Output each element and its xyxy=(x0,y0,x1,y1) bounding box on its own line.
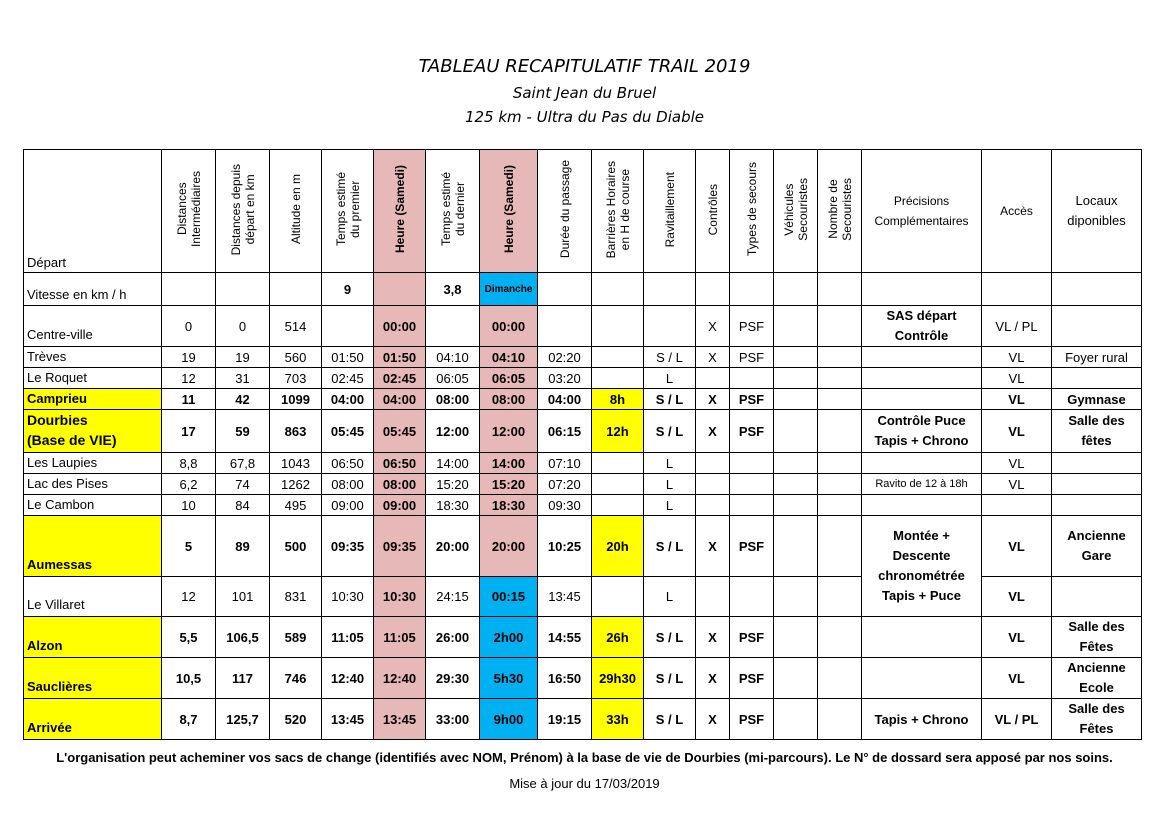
cell-heure-dernier: 00:15 xyxy=(480,577,538,617)
cell-temps-premier: 13:45 xyxy=(322,699,374,740)
cell-acces: VL xyxy=(982,347,1052,368)
cell-barriere xyxy=(592,474,644,495)
cell-temps-premier xyxy=(322,306,374,347)
cell-locaux xyxy=(1052,368,1142,389)
vitesse-premier: 9 xyxy=(322,273,374,306)
cell-heure-premier: 01:50 xyxy=(374,347,426,368)
cell-inter: 5 xyxy=(162,516,216,577)
header-duree-passage: Durée du passage xyxy=(538,150,592,273)
cell-altitude: 495 xyxy=(270,495,322,516)
cell-altitude: 863 xyxy=(270,410,322,453)
vitesse-dernier: 3,8 xyxy=(426,273,480,306)
cell-controle xyxy=(696,495,730,516)
cell-acces: VL xyxy=(982,389,1052,410)
header-locaux: Locaux diponibles xyxy=(1052,150,1142,273)
table-row xyxy=(24,453,1142,474)
cell-locaux xyxy=(1052,453,1142,474)
cell-barriere xyxy=(592,453,644,474)
cell-altitude: 520 xyxy=(270,699,322,740)
cell-temps-dernier: 18:30 xyxy=(426,495,480,516)
stage-name: Sauclières xyxy=(24,658,162,699)
cell-cumul: 59 xyxy=(216,410,270,453)
table-row xyxy=(24,368,1142,389)
cell-duree: 02:20 xyxy=(538,347,592,368)
cell-precisions: SAS départ Contrôle xyxy=(862,306,982,347)
cell-ravito: L xyxy=(644,368,696,389)
cell-locaux xyxy=(1052,474,1142,495)
cell-barriere xyxy=(592,306,644,347)
cell-cumul: 42 xyxy=(216,389,270,410)
cell-locaux xyxy=(1052,495,1142,516)
cell-cumul: 19 xyxy=(216,347,270,368)
cell-cumul: 84 xyxy=(216,495,270,516)
cell-temps-dernier: 24:15 xyxy=(426,577,480,617)
cell-temps-dernier: 06:05 xyxy=(426,368,480,389)
header-heure-samedi-dernier: Heure (Samedi) xyxy=(480,150,538,273)
cell-locaux: Foyer rural xyxy=(1052,347,1142,368)
cell-secours xyxy=(730,368,774,389)
cell-altitude: 1043 xyxy=(270,453,322,474)
cell-temps-premier: 09:35 xyxy=(322,516,374,577)
cell-precisions: Montée + Descente chronométrée Tapis + Puce xyxy=(862,516,982,617)
stage-name: Le Cambon xyxy=(24,495,162,516)
cell-duree: 03:20 xyxy=(538,368,592,389)
cell-acces: VL xyxy=(982,474,1052,495)
cell-acces: VL xyxy=(982,368,1052,389)
cell-temps-premier: 10:30 xyxy=(322,577,374,617)
cell-barriere: 29h30 xyxy=(592,658,644,699)
cell-temps-premier: 02:45 xyxy=(322,368,374,389)
cell-cumul: 117 xyxy=(216,658,270,699)
table-row xyxy=(24,699,1142,740)
cell-locaux: Salle des Fêtes xyxy=(1052,699,1142,740)
cell-duree: 13:45 xyxy=(538,577,592,617)
cell-acces: VL / PL xyxy=(982,699,1052,740)
cell-barriere xyxy=(592,347,644,368)
cell-acces: VL xyxy=(982,577,1052,617)
cell-controle xyxy=(696,577,730,617)
cell-controle: X xyxy=(696,389,730,410)
cell-altitude: 1262 xyxy=(270,474,322,495)
table-row xyxy=(24,495,1142,516)
cell-locaux: Salle des fêtes xyxy=(1052,410,1142,453)
cell-controle xyxy=(696,474,730,495)
stage-name: Camprieu xyxy=(24,389,162,410)
cell-inter: 10 xyxy=(162,495,216,516)
cell-controle: X xyxy=(696,410,730,453)
header-temps-premier: Temps estimé du premier xyxy=(322,150,374,273)
table-row xyxy=(24,306,1142,347)
cell-controle: X xyxy=(696,617,730,658)
cell-secours xyxy=(730,474,774,495)
cell-temps-dernier: 29:30 xyxy=(426,658,480,699)
document-title: TABLEAU RECAPITULATIF TRAIL 2019 xyxy=(418,56,751,77)
cell-temps-dernier: 33:00 xyxy=(426,699,480,740)
cell-cumul: 31 xyxy=(216,368,270,389)
cell-precisions xyxy=(862,658,982,699)
cell-heure-premier: 10:30 xyxy=(374,577,426,617)
cell-temps-premier: 04:00 xyxy=(322,389,374,410)
cell-controle: X xyxy=(696,347,730,368)
cell-duree: 16:50 xyxy=(538,658,592,699)
cell-locaux: Ancienne Ecole xyxy=(1052,658,1142,699)
table-row xyxy=(24,474,1142,495)
cell-cumul: 106,5 xyxy=(216,617,270,658)
cell-heure-premier: 04:00 xyxy=(374,389,426,410)
cell-precisions xyxy=(862,453,982,474)
header-barrieres-horaires: Barrières Horaires en H de course xyxy=(592,150,644,273)
dimanche-label: Dimanche xyxy=(480,273,538,306)
cell-duree: 19:15 xyxy=(538,699,592,740)
stage-name: Trèves xyxy=(24,347,162,368)
cell-altitude: 500 xyxy=(270,516,322,577)
cell-secours: PSF xyxy=(730,389,774,410)
cell-ravito: L xyxy=(644,474,696,495)
table-row xyxy=(24,658,1142,699)
cell-secours xyxy=(730,453,774,474)
cell-secours: PSF xyxy=(730,410,774,453)
cell-heure-premier: 08:00 xyxy=(374,474,426,495)
document-subtitle-race: 125 km - Ultra du Pas du Diable xyxy=(464,108,705,126)
cell-ravito: S / L xyxy=(644,658,696,699)
cell-ravito: S / L xyxy=(644,410,696,453)
cell-temps-dernier xyxy=(426,306,480,347)
cell-heure-premier: 02:45 xyxy=(374,368,426,389)
cell-altitude: 831 xyxy=(270,577,322,617)
table-row xyxy=(24,347,1142,368)
cell-duree: 09:30 xyxy=(538,495,592,516)
cell-heure-dernier: 20:00 xyxy=(480,516,538,577)
cell-temps-premier: 12:40 xyxy=(322,658,374,699)
cell-cumul: 125,7 xyxy=(216,699,270,740)
stage-name: Dourbies (Base de VIE) xyxy=(24,410,162,453)
cell-altitude: 703 xyxy=(270,368,322,389)
cell-heure-dernier: 2h00 xyxy=(480,617,538,658)
header-row xyxy=(24,150,1142,273)
header-temps-dernier: Temps estimé du dernier xyxy=(426,150,480,273)
stage-name: Centre-ville xyxy=(24,306,162,347)
cell-heure-dernier: 14:00 xyxy=(480,453,538,474)
cell-heure-premier: 09:00 xyxy=(374,495,426,516)
cell-inter: 12 xyxy=(162,368,216,389)
cell-ravito: L xyxy=(644,453,696,474)
cell-temps-premier: 08:00 xyxy=(322,474,374,495)
cell-precisions xyxy=(862,389,982,410)
header-depart: Départ xyxy=(24,150,162,273)
cell-heure-dernier: 06:05 xyxy=(480,368,538,389)
cell-heure-premier: 06:50 xyxy=(374,453,426,474)
table-row xyxy=(24,617,1142,658)
cell-heure-premier: 00:00 xyxy=(374,306,426,347)
stage-name: Le Villaret xyxy=(24,577,162,617)
cell-barriere xyxy=(592,368,644,389)
cell-altitude: 746 xyxy=(270,658,322,699)
cell-barriere xyxy=(592,577,644,617)
cell-acces: VL / PL xyxy=(982,306,1052,347)
cell-acces: VL xyxy=(982,658,1052,699)
header-precisions: Précisions Complémentaires xyxy=(862,150,982,273)
cell-duree: 07:20 xyxy=(538,474,592,495)
cell-duree: 06:15 xyxy=(538,410,592,453)
cell-heure-dernier: 5h30 xyxy=(480,658,538,699)
cell-heure-dernier: 00:00 xyxy=(480,306,538,347)
cell-duree xyxy=(538,306,592,347)
cell-temps-premier: 05:45 xyxy=(322,410,374,453)
cell-temps-dernier: 14:00 xyxy=(426,453,480,474)
cell-altitude: 589 xyxy=(270,617,322,658)
cell-ravito: S / L xyxy=(644,389,696,410)
header-altitude: Altitude en m xyxy=(270,150,322,273)
cell-inter: 17 xyxy=(162,410,216,453)
cell-secours xyxy=(730,577,774,617)
cell-cumul: 67,8 xyxy=(216,453,270,474)
header-nombre-secouristes: Nombre de Secouristes xyxy=(818,150,862,273)
cell-barriere: 20h xyxy=(592,516,644,577)
cell-precisions xyxy=(862,368,982,389)
cell-ravito: S / L xyxy=(644,516,696,577)
cell-secours: PSF xyxy=(730,516,774,577)
cell-barriere xyxy=(592,495,644,516)
header-controles: Contrôles xyxy=(696,150,730,273)
cell-altitude: 1099 xyxy=(270,389,322,410)
recap-table xyxy=(23,149,1142,740)
cell-acces: VL xyxy=(982,410,1052,453)
cell-precisions xyxy=(862,617,982,658)
cell-inter: 19 xyxy=(162,347,216,368)
cell-secours: PSF xyxy=(730,658,774,699)
cell-precisions xyxy=(862,347,982,368)
cell-temps-premier: 06:50 xyxy=(322,453,374,474)
cell-acces: VL xyxy=(982,453,1052,474)
stage-name: Alzon xyxy=(24,617,162,658)
stage-name: Le Roquet xyxy=(24,368,162,389)
cell-heure-premier: 09:35 xyxy=(374,516,426,577)
cell-locaux xyxy=(1052,577,1142,617)
cell-locaux xyxy=(1052,306,1142,347)
cell-heure-dernier: 15:20 xyxy=(480,474,538,495)
cell-ravito: S / L xyxy=(644,347,696,368)
document-subtitle-location: Saint Jean du Bruel xyxy=(512,84,657,102)
cell-precisions: Contrôle Puce Tapis + Chrono xyxy=(862,410,982,453)
cell-cumul: 101 xyxy=(216,577,270,617)
cell-temps-dernier: 12:00 xyxy=(426,410,480,453)
cell-temps-premier: 09:00 xyxy=(322,495,374,516)
cell-duree: 04:00 xyxy=(538,389,592,410)
cell-inter: 12 xyxy=(162,577,216,617)
cell-secours xyxy=(730,495,774,516)
cell-temps-dernier: 26:00 xyxy=(426,617,480,658)
cell-inter: 8,7 xyxy=(162,699,216,740)
cell-heure-premier: 13:45 xyxy=(374,699,426,740)
cell-acces: VL xyxy=(982,516,1052,577)
vitesse-row xyxy=(24,273,1142,306)
cell-acces: VL xyxy=(982,617,1052,658)
stage-name: Les Laupies xyxy=(24,453,162,474)
cell-controle: X xyxy=(696,699,730,740)
cell-inter: 0 xyxy=(162,306,216,347)
cell-heure-dernier: 9h00 xyxy=(480,699,538,740)
cell-ravito: L xyxy=(644,495,696,516)
cell-heure-premier: 12:40 xyxy=(374,658,426,699)
cell-cumul: 89 xyxy=(216,516,270,577)
cell-controle xyxy=(696,368,730,389)
cell-inter: 6,2 xyxy=(162,474,216,495)
cell-barriere: 26h xyxy=(592,617,644,658)
table-row xyxy=(24,410,1142,453)
footer-note: L'organisation peut acheminer vos sacs de change (identifiés avec NOM, Prénom) à la base de vie de Dourbies (mi-parcours). Le N° de dossard sera apposé par nos soins. xyxy=(56,750,1113,765)
cell-inter: 11 xyxy=(162,389,216,410)
cell-controle: X xyxy=(696,306,730,347)
cell-temps-dernier: 08:00 xyxy=(426,389,480,410)
footer-update-date: Mise à jour du 17/03/2019 xyxy=(509,776,660,791)
table-row xyxy=(24,516,1142,577)
cell-secours: PSF xyxy=(730,699,774,740)
cell-cumul: 74 xyxy=(216,474,270,495)
header-vehicules-secouristes: Véhicules Secouristes xyxy=(774,150,818,273)
cell-barriere: 33h xyxy=(592,699,644,740)
cell-temps-dernier: 04:10 xyxy=(426,347,480,368)
cell-duree: 07:10 xyxy=(538,453,592,474)
cell-heure-premier: 11:05 xyxy=(374,617,426,658)
cell-ravito xyxy=(644,306,696,347)
cell-altitude: 560 xyxy=(270,347,322,368)
cell-ravito: S / L xyxy=(644,699,696,740)
cell-temps-dernier: 15:20 xyxy=(426,474,480,495)
cell-locaux: Salle des Fêtes xyxy=(1052,617,1142,658)
cell-barriere: 12h xyxy=(592,410,644,453)
header-heure-samedi-premier: Heure (Samedi) xyxy=(374,150,426,273)
cell-heure-dernier: 04:10 xyxy=(480,347,538,368)
cell-locaux: Ancienne Gare xyxy=(1052,516,1142,577)
cell-temps-premier: 11:05 xyxy=(322,617,374,658)
cell-barriere: 8h xyxy=(592,389,644,410)
cell-secours: PSF xyxy=(730,617,774,658)
cell-altitude: 514 xyxy=(270,306,322,347)
cell-cumul: 0 xyxy=(216,306,270,347)
cell-temps-dernier: 20:00 xyxy=(426,516,480,577)
cell-inter: 8,8 xyxy=(162,453,216,474)
cell-temps-premier: 01:50 xyxy=(322,347,374,368)
cell-locaux: Gymnase xyxy=(1052,389,1142,410)
stage-name: Lac des Pises xyxy=(24,474,162,495)
cell-duree: 14:55 xyxy=(538,617,592,658)
cell-controle xyxy=(696,453,730,474)
header-types-secours: Types de secours xyxy=(730,150,774,273)
header-distances-intermediaires: Distances Intermédiaires xyxy=(162,150,216,273)
header-acces: Accès xyxy=(982,150,1052,273)
cell-precisions: Tapis + Chrono xyxy=(862,699,982,740)
header-ravitaillement: Ravitaillement xyxy=(644,150,696,273)
cell-ravito: L xyxy=(644,577,696,617)
cell-controle: X xyxy=(696,516,730,577)
cell-acces xyxy=(982,495,1052,516)
cell-inter: 10,5 xyxy=(162,658,216,699)
stage-name: Arrivée xyxy=(24,699,162,740)
cell-ravito: S / L xyxy=(644,617,696,658)
cell-duree: 10:25 xyxy=(538,516,592,577)
cell-precisions xyxy=(862,495,982,516)
cell-heure-dernier: 18:30 xyxy=(480,495,538,516)
cell-inter: 5,5 xyxy=(162,617,216,658)
stage-name: Aumessas xyxy=(24,516,162,577)
header-distances-depart: Distances depuis départ en km xyxy=(216,150,270,273)
vitesse-label: Vitesse en km / h xyxy=(24,273,162,306)
cell-heure-dernier: 08:00 xyxy=(480,389,538,410)
table-row xyxy=(24,389,1142,410)
cell-secours: PSF xyxy=(730,347,774,368)
cell-controle: X xyxy=(696,658,730,699)
cell-heure-dernier: 12:00 xyxy=(480,410,538,453)
cell-secours: PSF xyxy=(730,306,774,347)
cell-precisions: Ravito de 12 à 18h xyxy=(862,474,982,495)
cell-heure-premier: 05:45 xyxy=(374,410,426,453)
